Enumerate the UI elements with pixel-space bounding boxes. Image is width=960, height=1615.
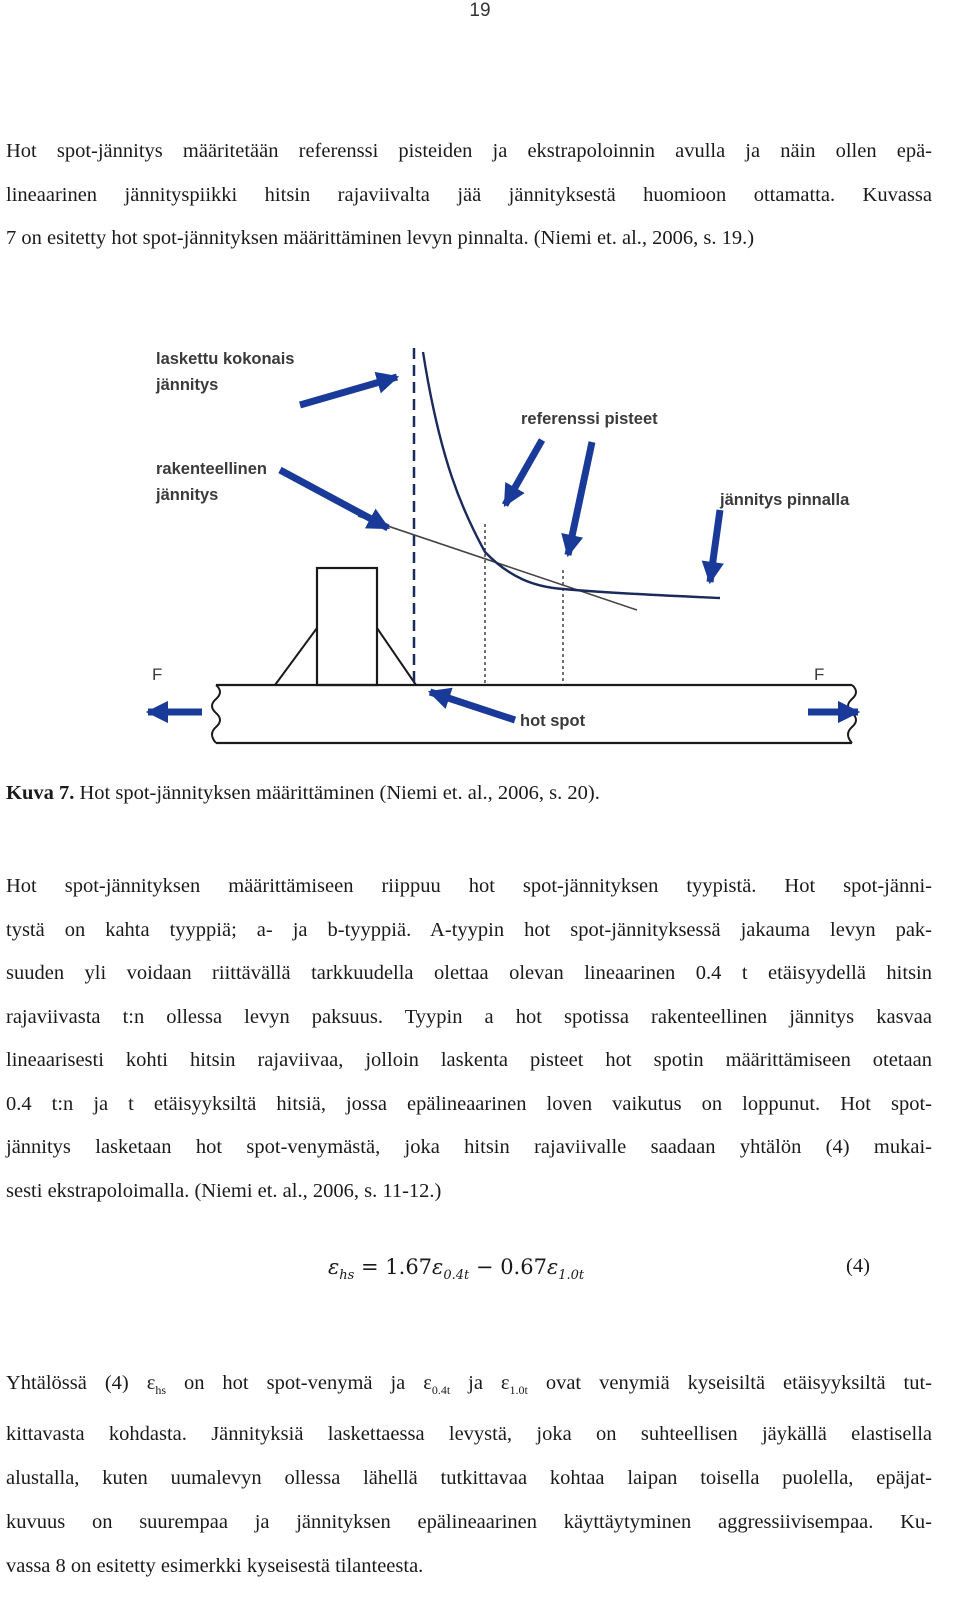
arrow-reference-point-2-icon bbox=[568, 442, 592, 555]
arrow-total-stress-icon bbox=[300, 377, 397, 405]
text-span: Yhtälössä (4) bbox=[6, 1372, 147, 1394]
symbol-subscript: 1.0t bbox=[509, 1383, 528, 1398]
text-line: rajaviivasta t:n ollessa levyn paksuus. Tyypin a hot spotissa rakenteellinen jännitys kasvaa bbox=[6, 1005, 932, 1028]
label-structural-stress-line2: jännitys bbox=[156, 486, 219, 504]
eq-symbol-1: ε bbox=[432, 1255, 444, 1279]
text-line: lineaarinen jännityspiikki hitsin rajaviivalta jää jännityksestä huomioon ottamatta. Kuvassa bbox=[6, 183, 932, 206]
eq-coef-2: 0.67 bbox=[500, 1255, 547, 1279]
page-number: 19 bbox=[469, 0, 491, 21]
eq-minus: − bbox=[469, 1255, 501, 1279]
caption-text: Hot spot-jännityksen määrittäminen (Niemi et. al., 2006, s. 20). bbox=[74, 782, 600, 804]
text-line: kuvuus on suurempaa ja jännityksen epälineaarinen käyttäytyminen aggressiivisempaa. Ku- bbox=[6, 1511, 932, 1534]
symbol-epsilon: ε bbox=[146, 1372, 156, 1394]
symbol-epsilon: ε bbox=[500, 1372, 510, 1394]
equation-body bbox=[328, 1255, 584, 1283]
label-total-stress-line2: jännitys bbox=[156, 376, 219, 394]
arrow-surface-stress-icon bbox=[710, 510, 720, 582]
caption-label: Kuva 7. bbox=[6, 782, 75, 804]
eq-symbol-2: ε bbox=[546, 1255, 559, 1279]
text-span: ja bbox=[450, 1372, 501, 1394]
label-force-left: F bbox=[152, 665, 163, 684]
figure-hot-spot-diagram bbox=[140, 340, 870, 750]
paragraph-hot-spot-types bbox=[6, 865, 932, 1213]
eq-equals: = bbox=[354, 1255, 386, 1279]
text-line: 0.4 t:n ja t etäisyyksiltä hitsiä, jossa epälineaarinen loven vaikutus on loppunut. Hot spot- bbox=[6, 1092, 932, 1115]
eq-sub-2: 1.0t bbox=[558, 1268, 585, 1284]
symbol-subscript: hs bbox=[155, 1383, 166, 1398]
text-span: ovat venymiä kyseisiltä etäisyyksiltä tut- bbox=[527, 1372, 932, 1394]
text-line: Hot spot-jännityksen määrittämiseen riippuu hot spot-jännityksen tyypistä. Hot spot-jänni- bbox=[6, 875, 932, 897]
welded-attachment bbox=[275, 568, 416, 685]
label-force-right: F bbox=[814, 665, 825, 684]
hot-spot-diagram-svg bbox=[140, 340, 870, 750]
eq-symbol-lhs: ε bbox=[328, 1255, 340, 1279]
label-total-stress-line1: laskettu kokonais bbox=[156, 350, 295, 368]
paragraph-hot-spot-intro bbox=[6, 130, 932, 261]
text-line-with-symbols bbox=[6, 1361, 932, 1412]
figure-caption bbox=[6, 782, 600, 805]
eq-coef-1: 1.67 bbox=[385, 1255, 433, 1279]
text-line: suuden yli voidaan riittävällä tarkkuudella olettaa olevan lineaarinen 0.4 t etäisyydellä hitsin bbox=[6, 962, 932, 984]
equation-4 bbox=[0, 1255, 960, 1295]
text-line: jännitys lasketaan hot spot-venymästä, joka hitsin rajaviivalle saadaan yhtälön (4) mukai- bbox=[6, 1136, 932, 1158]
total-stress-curve bbox=[423, 352, 720, 598]
symbol-epsilon: ε bbox=[423, 1372, 432, 1394]
label-hot-spot: hot spot bbox=[520, 712, 586, 730]
arrow-reference-point-1-icon bbox=[505, 440, 542, 505]
text-line: alustalla, kuten uumalevyn ollessa lähellä tutkittavaa kohtaa laipan toisella puolella, epäjat- bbox=[6, 1467, 932, 1490]
text-line: kittavasta kohdasta. Jännityksiä laskettaessa levystä, joka on suhteellisen jäykällä elastisella bbox=[6, 1423, 932, 1446]
text-line: vassa 8 on esitetty esimerkki kyseisestä tilanteesta. bbox=[6, 1555, 424, 1578]
label-structural-stress-line1: rakenteellinen bbox=[156, 460, 267, 478]
equation-number: (4) bbox=[846, 1255, 870, 1277]
text-span: on hot spot-venymä ja bbox=[165, 1372, 424, 1394]
text-line: sesti ekstrapoloimalla. (Niemi et. al., 2006, s. 11-12.) bbox=[6, 1179, 442, 1202]
text-line: lineaarisesti kohti hitsin rajaviivaa, jolloin laskenta pisteet hot spotin määrittämiseen otetaan bbox=[6, 1049, 932, 1071]
paragraph-strain-explanation bbox=[6, 1361, 932, 1588]
text-line: tystä on kahta tyyppiä; a- ja b-tyyppiä. A-tyypin hot spot-jännityksessä jakauma levyn pak- bbox=[6, 918, 932, 941]
eq-sub-lhs: hs bbox=[339, 1268, 355, 1284]
text-line: 7 on esitetty hot spot-jännityksen määrittäminen levyn pinnalta. (Niemi et. al., 2006, s. 19.) bbox=[6, 227, 755, 249]
text-line: Hot spot-jännitys määritetään referenssi pisteiden ja ekstrapoloinnin avulla ja näin ollen epä- bbox=[6, 140, 932, 162]
arrow-structural-stress-icon bbox=[280, 470, 388, 528]
label-reference-points: referenssi pisteet bbox=[521, 410, 658, 428]
arrow-hot-spot-icon bbox=[430, 692, 515, 720]
symbol-subscript: 0.4t bbox=[431, 1383, 451, 1398]
annotation-arrows bbox=[148, 377, 858, 720]
eq-sub-1: 0.4t bbox=[443, 1268, 470, 1284]
label-surface-stress: jännitys pinnalla bbox=[720, 491, 850, 509]
